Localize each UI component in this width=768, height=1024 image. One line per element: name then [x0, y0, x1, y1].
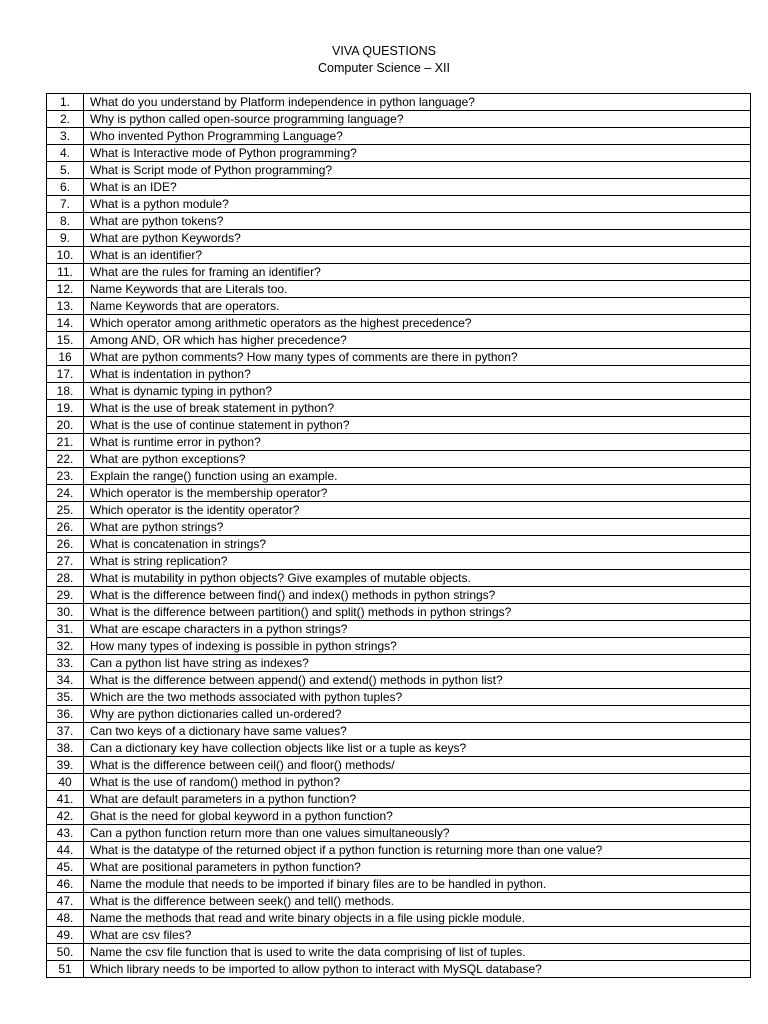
question-text: What is a python module?: [84, 196, 751, 213]
table-row: [47, 383, 751, 400]
question-text: What is string replication?: [84, 553, 751, 570]
question-number: 39.: [47, 757, 84, 774]
question-number: 27.: [47, 553, 84, 570]
question-number: 14.: [47, 315, 84, 332]
question-number: 19.: [47, 400, 84, 417]
question-text: What is the use of break statement in python?: [84, 400, 751, 417]
table-row: [47, 842, 751, 859]
table-row: [47, 927, 751, 944]
table-row: [47, 451, 751, 468]
table-row: [47, 349, 751, 366]
question-number: 36.: [47, 706, 84, 723]
question-text: What are the rules for framing an identifier?: [84, 264, 751, 281]
question-text: Why are python dictionaries called un-ordered?: [84, 706, 751, 723]
question-number: 16: [47, 349, 84, 366]
question-number: 9.: [47, 230, 84, 247]
table-row: [47, 145, 751, 162]
table-row: [47, 961, 751, 978]
table-row: [47, 689, 751, 706]
question-number: 43.: [47, 825, 84, 842]
question-number: 38.: [47, 740, 84, 757]
table-row: [47, 910, 751, 927]
question-text: What is the datatype of the returned object if a python function is returning more than one value?: [84, 842, 751, 859]
question-number: 4.: [47, 145, 84, 162]
table-row: [47, 859, 751, 876]
question-text: What is an identifier?: [84, 247, 751, 264]
table-row: [47, 230, 751, 247]
question-number: 2.: [47, 111, 84, 128]
question-text: Name the module that needs to be imported if binary files are to be handled in python.: [84, 876, 751, 893]
question-number: 10.: [47, 247, 84, 264]
question-text: What is dynamic typing in python?: [84, 383, 751, 400]
question-text: Can a dictionary key have collection objects like list or a tuple as keys?: [84, 740, 751, 757]
question-text: What is Script mode of Python programming?: [84, 162, 751, 179]
question-number: 13.: [47, 298, 84, 315]
question-text: Can a python list have string as indexes?: [84, 655, 751, 672]
question-text: What are python strings?: [84, 519, 751, 536]
table-row: [47, 468, 751, 485]
question-text: What is the difference between partition() and split() methods in python strings?: [84, 604, 751, 621]
question-number: 45.: [47, 859, 84, 876]
question-text: What are python exceptions?: [84, 451, 751, 468]
question-text: Can two keys of a dictionary have same values?: [84, 723, 751, 740]
question-text: What are default parameters in a python function?: [84, 791, 751, 808]
question-text: What is the difference between find() and index() methods in python strings?: [84, 587, 751, 604]
question-text: Explain the range() function using an example.: [84, 468, 751, 485]
table-row: [47, 128, 751, 145]
question-number: 33.: [47, 655, 84, 672]
question-number: 30.: [47, 604, 84, 621]
question-text: What are python tokens?: [84, 213, 751, 230]
question-number: 41.: [47, 791, 84, 808]
question-number: 40: [47, 774, 84, 791]
table-row: [47, 587, 751, 604]
table-row: [47, 536, 751, 553]
question-text: Name the csv file function that is used to write the data comprising of list of tuples.: [84, 944, 751, 961]
table-row: [47, 434, 751, 451]
question-number: 17.: [47, 366, 84, 383]
question-number: 37.: [47, 723, 84, 740]
question-number: 47.: [47, 893, 84, 910]
table-row: [47, 774, 751, 791]
table-row: [47, 604, 751, 621]
table-row: [47, 672, 751, 689]
question-text: Who invented Python Programming Language?: [84, 128, 751, 145]
question-text: Among AND, OR which has higher precedence?: [84, 332, 751, 349]
question-text: What are positional parameters in python function?: [84, 859, 751, 876]
table-row: [47, 825, 751, 842]
question-number: 48.: [47, 910, 84, 927]
question-text: What is the use of continue statement in python?: [84, 417, 751, 434]
question-text: Name the methods that read and write binary objects in a file using pickle module.: [84, 910, 751, 927]
question-text: Can a python function return more than one values simultaneously?: [84, 825, 751, 842]
question-number: 42.: [47, 808, 84, 825]
question-text: Which are the two methods associated with python tuples?: [84, 689, 751, 706]
table-row: [47, 519, 751, 536]
question-number: 23.: [47, 468, 84, 485]
table-row: [47, 706, 751, 723]
question-text: Which library needs to be imported to allow python to interact with MySQL database?: [84, 961, 751, 978]
question-text: What is concatenation in strings?: [84, 536, 751, 553]
table-row: [47, 808, 751, 825]
question-number: 25.: [47, 502, 84, 519]
table-row: [47, 179, 751, 196]
table-row: [47, 213, 751, 230]
question-number: 5.: [47, 162, 84, 179]
page-header: [0, 43, 768, 77]
question-number: 46.: [47, 876, 84, 893]
table-row: [47, 94, 751, 111]
question-text: What is an IDE?: [84, 179, 751, 196]
question-text: What are escape characters in a python strings?: [84, 621, 751, 638]
question-number: 8.: [47, 213, 84, 230]
question-text: What is the difference between ceil() and floor() methods/: [84, 757, 751, 774]
table-row: [47, 417, 751, 434]
question-text: Ghat is the need for global keyword in a python function?: [84, 808, 751, 825]
question-text: Why is python called open-source programming language?: [84, 111, 751, 128]
table-row: [47, 502, 751, 519]
question-text: What is indentation in python?: [84, 366, 751, 383]
table-row: [47, 740, 751, 757]
question-number: 29.: [47, 587, 84, 604]
question-number: 18.: [47, 383, 84, 400]
question-number: 26.: [47, 536, 84, 553]
question-number: 31.: [47, 621, 84, 638]
question-number: 50.: [47, 944, 84, 961]
table-row: [47, 247, 751, 264]
question-number: 20.: [47, 417, 84, 434]
table-row: [47, 315, 751, 332]
question-text: Which operator is the identity operator?: [84, 502, 751, 519]
question-text: Name Keywords that are operators.: [84, 298, 751, 315]
question-number: 26.: [47, 519, 84, 536]
table-row: [47, 655, 751, 672]
question-number: 12.: [47, 281, 84, 298]
table-row: [47, 298, 751, 315]
table-row: [47, 196, 751, 213]
question-text: What are python comments? How many types of comments are there in python?: [84, 349, 751, 366]
table-row: [47, 400, 751, 417]
question-text: What is the use of random() method in python?: [84, 774, 751, 791]
question-number: 21.: [47, 434, 84, 451]
question-text: What are csv files?: [84, 927, 751, 944]
question-text: Which operator is the membership operator?: [84, 485, 751, 502]
table-row: [47, 638, 751, 655]
question-number: 15.: [47, 332, 84, 349]
question-text: What are python Keywords?: [84, 230, 751, 247]
table-row: [47, 332, 751, 349]
table-row: [47, 570, 751, 587]
question-text: What is runtime error in python?: [84, 434, 751, 451]
question-text: What is Interactive mode of Python programming?: [84, 145, 751, 162]
table-row: [47, 757, 751, 774]
table-row: [47, 485, 751, 502]
question-text: Which operator among arithmetic operators as the highest precedence?: [84, 315, 751, 332]
question-number: 22.: [47, 451, 84, 468]
question-text: How many types of indexing is possible in python strings?: [84, 638, 751, 655]
question-number: 28.: [47, 570, 84, 587]
table-row: [47, 162, 751, 179]
question-number: 11.: [47, 264, 84, 281]
question-number: 7.: [47, 196, 84, 213]
question-text: What is mutability in python objects? Give examples of mutable objects.: [84, 570, 751, 587]
question-number: 1.: [47, 94, 84, 111]
question-text: Name Keywords that are Literals too.: [84, 281, 751, 298]
table-row: [47, 621, 751, 638]
question-number: 24.: [47, 485, 84, 502]
question-text: What is the difference between append() and extend() methods in python list?: [84, 672, 751, 689]
page-title: VIVA QUESTIONS: [332, 44, 436, 58]
table-row: [47, 893, 751, 910]
question-text: What is the difference between seek() and tell() methods.: [84, 893, 751, 910]
table-row: [47, 553, 751, 570]
table-row: [47, 723, 751, 740]
question-number: 51: [47, 961, 84, 978]
questions-table: [46, 93, 751, 978]
table-row: [47, 876, 751, 893]
question-number: 32.: [47, 638, 84, 655]
question-text: What do you understand by Platform independence in python language?: [84, 94, 751, 111]
question-number: 35.: [47, 689, 84, 706]
question-number: 6.: [47, 179, 84, 196]
questions-table-body: [47, 94, 751, 978]
table-row: [47, 791, 751, 808]
question-number: 34.: [47, 672, 84, 689]
question-number: 49.: [47, 927, 84, 944]
table-row: [47, 264, 751, 281]
question-number: 3.: [47, 128, 84, 145]
table-row: [47, 281, 751, 298]
page-subtitle: Computer Science – XII: [317, 61, 450, 75]
table-row: [47, 366, 751, 383]
question-number: 44.: [47, 842, 84, 859]
table-row: [47, 111, 751, 128]
table-row: [47, 944, 751, 961]
